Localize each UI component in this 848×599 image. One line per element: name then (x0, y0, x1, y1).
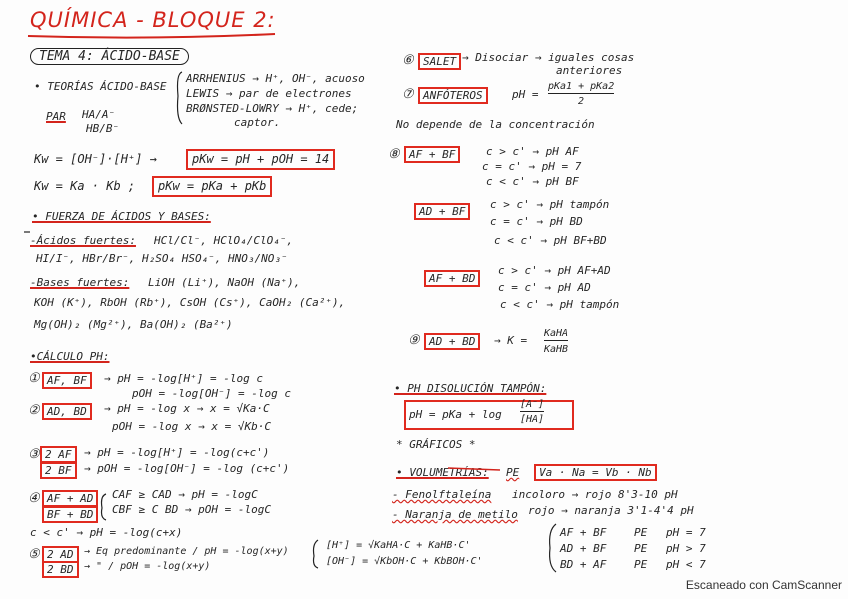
case-7-row-1: c > c' → pH tampón (490, 198, 610, 211)
kw-box-2: pKw = pKa + pKb (152, 176, 272, 197)
case-3-ph: → pH = -log[H⁺] = -log(c+c') (84, 446, 270, 459)
acidos-label: -Ácidos fuertes: (30, 234, 136, 247)
bases-line-2: KOH (K⁺), RbOH (Rb⁺), CsOH (Cs⁺), CaOH₂ (Ca²⁺), (34, 296, 346, 309)
salet-text-2: anteriores (556, 64, 623, 77)
acidos-line-1: HCl/Cl⁻, HClO₄/ClO₄⁻, (154, 234, 294, 247)
no-depende-text: No depende de la concentración (396, 118, 595, 131)
num-3: ③ (28, 447, 40, 462)
vol-pe: PE (506, 466, 520, 479)
case-6-row-1: c > c' → pH AF (486, 145, 579, 158)
case-1-ph: → pH = -log[H⁺] = -log c (104, 372, 263, 385)
case-ad-bd-right: AD + BD (424, 333, 480, 350)
vol-equation: Va · Na = Vb · Nb (534, 464, 657, 481)
bases-line-1: LiOH (Li⁺), NaOH (Na⁺), (148, 276, 301, 289)
pe-row-2-ph: pH > 7 (666, 542, 706, 555)
case-9-num: KaHA (544, 328, 569, 339)
case-ad-bd: AD, BD (42, 403, 92, 420)
case-2bf: 2 BF (40, 462, 77, 479)
num-7: ⑦ (402, 87, 414, 102)
par-ha: HA/A⁻ (82, 108, 116, 121)
case-7-row-2: c = c' → pH BD (490, 215, 583, 228)
num-5: ⑤ (28, 547, 40, 562)
watermark: Escaneado con CamScanner (685, 578, 842, 592)
tampon-heading: • PH DISOLUCIÓN TAMPÓN: (394, 382, 547, 395)
pe-row-2-case: AD + BF (560, 542, 607, 555)
anfoteros-label: ANFÓTEROS (418, 87, 488, 104)
num-4: ④ (28, 491, 40, 506)
case-2bd: 2 BD (42, 561, 79, 578)
num-8: ⑧ (388, 147, 400, 162)
anf-numerator: pKa1 + pKa2 (548, 81, 615, 92)
case-2-ph: → pH = -log x → x = √Ka·C (104, 402, 270, 415)
teoria-lewis: LEWIS → par de electrones (186, 87, 352, 100)
teoria-arrhenius: ARRHENIUS → H⁺, OH⁻, acuoso (186, 72, 365, 85)
bases-label: -Bases fuertes: (30, 276, 130, 289)
case-7-row-3: c < c' → pH BF+BD (494, 234, 607, 247)
case-4-c: c < c' → pH = -log(c+x) (30, 526, 183, 539)
tampon-num: [A⁻] (520, 399, 545, 410)
case-ad-bf: AD + BF (414, 203, 470, 220)
teoria-captor: captor. (234, 116, 281, 129)
tampon-box (404, 400, 574, 430)
case-3-poh: → pOH = -log[OH⁻] = -log (c+c') (84, 462, 290, 475)
tema-heading: TEMA 4: ÁCIDO-BASE (30, 48, 189, 65)
num-2: ② (28, 403, 40, 418)
case-af-ad: AF + AD (42, 490, 98, 507)
case-8-row-3: c < c' → pH tampón (500, 298, 620, 311)
case-5-a: → Eq predominante / pH = -log(x+y) (84, 546, 289, 557)
volumetrias-heading: • VOLUMETRÍAS: (396, 466, 489, 479)
par-hb: HB/B⁻ (86, 122, 120, 135)
teorias-label: • TEORÍAS ÁCIDO-BASE (34, 80, 167, 93)
teoria-bronsted: BRØNSTED-LOWRY → H⁺, cede; (186, 102, 359, 115)
salet-label: SALET (418, 53, 461, 70)
case-8-row-1: c > c' → pH AF+AD (498, 264, 611, 277)
salet-text: → Disociar → iguales cosas (462, 51, 635, 64)
case-2af: 2 AF (40, 446, 77, 463)
pe-row-3-pe: PE (634, 558, 648, 571)
case-1-poh: pOH = -log[OH⁻] = -log c (132, 387, 291, 400)
num-1: ① (28, 371, 40, 386)
case-5-h: [H⁺] = √KaHA·C + KaHB·C' (326, 540, 471, 551)
naranja-label: - Naranja de metilo (392, 508, 518, 521)
case-5-oh: [OH⁻] = √KbOH·C + KbBOH·C' (326, 556, 483, 567)
case-af-bf-right: AF + BF (404, 146, 460, 163)
case-9-den: KaHB (544, 344, 569, 355)
graficos-text: * GRÁFICOS * (396, 438, 476, 451)
case-4-b: CBF ≥ C BD → pOH = -logC (112, 503, 271, 516)
page-title: QUÍMICA - BLOQUE 2: (30, 8, 276, 32)
pe-row-3-ph: pH < 7 (666, 558, 706, 571)
case-6-row-3: c < c' → pH BF (486, 175, 579, 188)
case-af-bf: AF, BF (42, 372, 92, 389)
fenol-text: incoloro → rojo 8'3-10 pH (512, 488, 678, 501)
anf-ph: pH = (512, 88, 539, 101)
kw-box-1: pKw = pH + pOH = 14 (186, 149, 335, 170)
tampon-den: [HA] (520, 414, 545, 425)
case-2-poh: pOH = -log x → x = √Kb·C (112, 420, 271, 433)
tampon-eq: pH = pKa + log (409, 408, 502, 421)
pe-row-1-pe: PE (634, 526, 648, 539)
num-6: ⑥ (402, 53, 414, 68)
acidos-line-2: HI/I⁻, HBr/Br⁻, H₂SO₄ HSO₄⁻, HNO₃/NO₃⁻ (36, 252, 288, 265)
case-8-row-2: c = c' → pH AD (498, 281, 591, 294)
pe-row-1-case: AF + BF (560, 526, 607, 539)
pe-row-3-case: BD + AF (560, 558, 607, 571)
kw-eq-1: Kw = [OH⁻]·[H⁺] → (34, 152, 157, 166)
case-9-eq: → K = (494, 334, 528, 347)
pe-row-1-ph: pH = 7 (666, 526, 706, 539)
calculo-heading: •CÁLCULO PH: (30, 350, 110, 363)
case-4-a: CAF ≥ CAD → pH = -logC (112, 488, 258, 501)
case-5-b: → " / pOH = -log(x+y) (84, 561, 211, 572)
pe-row-2-pe: PE (634, 542, 648, 555)
case-bf-bd: BF + BD (42, 506, 98, 523)
par-label: PAR (46, 110, 66, 123)
kw-eq-2: Kw = Ka · Kb ; (34, 179, 136, 193)
fenol-label: - Fenolftaleína (392, 488, 492, 501)
case-6-row-2: c = c' → pH = 7 (482, 160, 582, 173)
bases-line-3: Mg(OH)₂ (Mg²⁺), Ba(OH)₂ (Ba²⁺) (34, 318, 233, 331)
naranja-text: rojo → naranja 3'1-4'4 pH (528, 504, 694, 517)
fuerza-heading: • FUERZA DE ÁCIDOS Y BASES: (32, 210, 211, 223)
case-af-bd: AF + BD (424, 270, 480, 287)
anf-denominator: 2 (578, 96, 585, 107)
num-9: ⑨ (408, 333, 420, 348)
case-2ad: 2 AD (42, 546, 79, 563)
